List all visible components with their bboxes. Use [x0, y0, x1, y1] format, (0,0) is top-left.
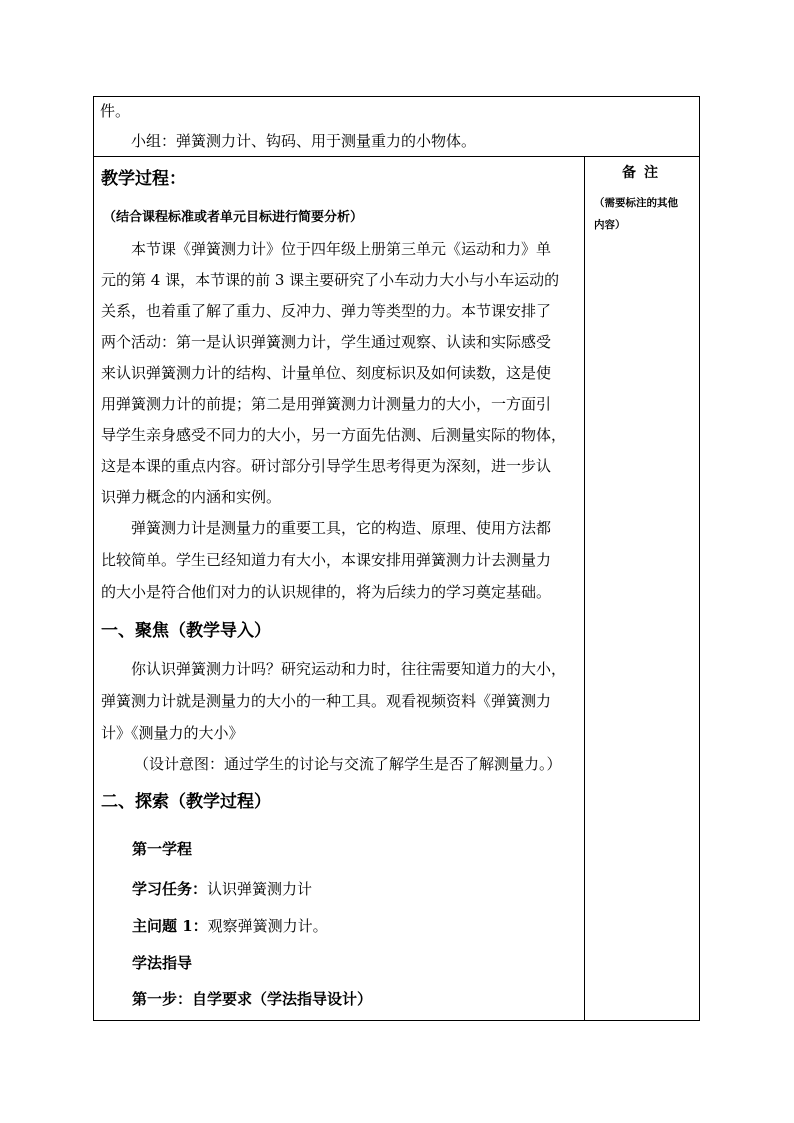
analysis-prompt: （结合课程标准或者单元目标进行简要分析）	[103, 210, 364, 225]
para2-line-1: 弹簧测力计是测量力的重要工具，它的构造、原理、使用方法都	[131, 519, 552, 537]
question-value: 观察弹簧测力计。	[207, 917, 328, 935]
section1-line-1: 你认识弹簧测力计吗？研究运动和力时，往往需要知道力的大小，	[131, 660, 567, 678]
task-value: 认识弹簧测力计	[207, 880, 313, 898]
question-label: 主问题 1：	[132, 917, 208, 935]
para1-line-4: 两个活动：第一是认识弹簧测力计，学生通过观察、认读和实际感受	[101, 333, 552, 351]
notes-subtitle-line-2: 内容）	[594, 219, 626, 231]
para1-line-2: 元的第 4 课，本节课的前 3 课主要研究了小车动力大小与小车运动的	[101, 271, 560, 289]
learning-task	[132, 879, 312, 899]
materials-line-1: 件。	[100, 102, 131, 120]
stage-label: 第一学程	[132, 840, 193, 858]
para1-line-1: 本节课《弹簧测力计》位于四年级上册第三单元《运动和力》单	[131, 240, 552, 258]
para1-line-9: 识弹力概念的内涵和实例。	[101, 488, 282, 506]
section1-design-intent: （设计意图：通过学生的讨论与交流了解学生是否了解测量力。）	[134, 755, 562, 773]
teaching-process-heading: 教学过程：	[101, 169, 186, 189]
notes-title: 备注	[622, 165, 666, 181]
para2-line-2: 比较简单。学生已经知道力有大小，本课安排用弹簧测力计去测量力	[101, 551, 552, 569]
notes-subtitle-line-1: （需要标注的其他	[594, 197, 678, 209]
main-question	[132, 916, 328, 936]
section2-title: 二、探索（教学过程）	[101, 792, 271, 812]
method-guide-label: 学法指导	[132, 954, 193, 972]
para1-line-5: 来认识弹簧测力计的结构、计量单位、刻度标识及如何读数，这是使	[101, 364, 552, 382]
section1-title: 一、聚焦（教学导入）	[101, 621, 271, 641]
para1-line-3: 关系，也着重了解了重力、反冲力、弹力等类型的力。本节课安排了	[101, 302, 552, 320]
step1-label: 第一步：自学要求（学法指导设计）	[132, 990, 373, 1008]
para1-line-8: 这是本课的重点内容。研讨部分引导学生思考得更为深刻，进一步认	[101, 457, 552, 475]
materials-cell	[93, 96, 700, 157]
teaching-process-table	[93, 157, 700, 1021]
para1-line-7: 导学生亲身感受不同力的大小，另一方面先估测、后测量实际的物体，	[101, 426, 567, 444]
section1-line-2: 弹簧测力计就是测量力的大小的一种工具。观看视频资料《弹簧测力	[101, 692, 552, 710]
para1-line-6: 用弹簧测力计的前提；第二是用弹簧测力计测量力的大小，一方面引	[101, 395, 552, 413]
materials-line-2: 小组：弹簧测力计、钩码、用于测量重力的小物体。	[131, 132, 477, 150]
task-label: 学习任务：	[132, 880, 208, 898]
para2-line-3: 的大小是符合他们对力的认识规律的，将为后续力的学习奠定基础。	[101, 583, 552, 601]
column-divider	[584, 157, 585, 1020]
section1-line-3: 计》《测量力的大小》	[101, 724, 244, 742]
